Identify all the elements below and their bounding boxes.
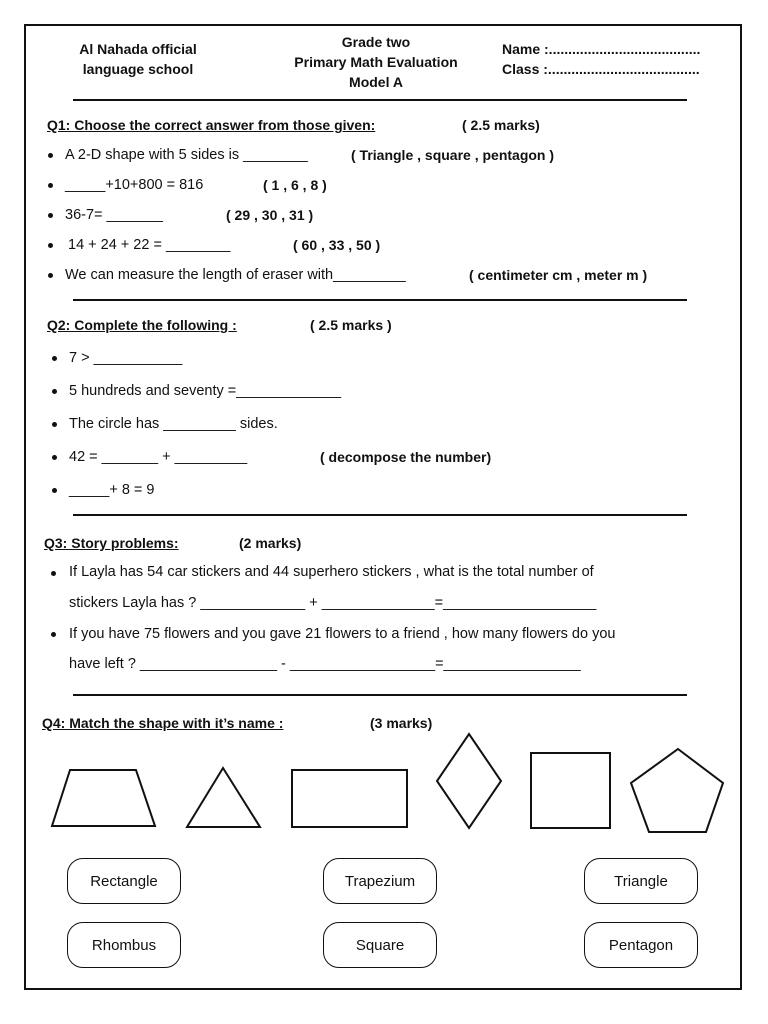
q2-item-4-note: ( decompose the number) [320,449,492,465]
q3-item-2-line2: have left ? _________________ - __________________=_________________ [69,656,581,672]
q2-item-5: _____+ 8 = 9 [69,482,155,498]
q1-item-1-options: ( Triangle , square , pentagon ) [351,147,555,163]
trapezium-shape [52,770,155,826]
model-label: Model A [349,74,403,90]
label-pentagon[interactable]: Pentagon [584,922,698,968]
q1-marks: ( 2.5 marks) [462,117,540,133]
q1-item-5: We can measure the length of eraser with_________ [65,267,406,283]
school-name-line1: Al Nahada official [79,41,197,57]
label-rectangle[interactable]: Rectangle [67,858,181,904]
q3-item-1-line1: If Layla has 54 car stickers and 44 superhero stickers , what is the total number of [69,564,594,580]
q1-title: Q1: Choose the correct answer from those given: [47,117,376,133]
q2-item-2: 5 hundreds and seventy =_____________ [69,383,342,399]
q4-marks: (3 marks) [370,715,433,731]
q2-item-3: The circle has _________ sides. [69,416,278,432]
label-triangle[interactable]: Triangle [584,858,698,904]
q2-title: Q2: Complete the following : [47,317,237,333]
name-field: Name :....................................... [502,41,701,57]
q2-item-4: 42 = _______ + _________ [69,449,248,465]
square-shape [531,753,610,828]
q2-item-1: 7 > ___________ [69,350,183,366]
label-trapezium[interactable]: Trapezium [323,858,437,904]
class-field: Class :....................................... [502,61,700,77]
label-square[interactable]: Square [323,922,437,968]
q3-item-2-line1: If you have 75 flowers and you gave 21 flowers to a friend , how many flowers do you [69,626,616,642]
q1-item-2: _____+10+800 = 816 [65,177,204,193]
q3-marks: (2 marks) [239,535,302,551]
rhombus-shape [437,734,501,828]
q1-item-4: 14 + 24 + 22 = ________ [68,237,231,253]
q2-marks: ( 2.5 marks ) [310,317,392,333]
q3-item-1-line2: stickers Layla has ? _____________ + ______________=___________________ [69,595,597,611]
grade-label: Grade two [341,34,411,50]
q1-item-3: 36-7= _______ [65,207,163,223]
q3-title: Q3: Story problems: [44,535,179,551]
rectangle-shape [292,770,407,827]
q1-item-3-options: ( 29 , 30 , 31 ) [226,207,314,223]
q1-item-2-options: ( 1 , 6 , 8 ) [263,177,327,193]
q1-item-5-options: ( centimeter cm , meter m ) [469,267,648,283]
label-rhombus[interactable]: Rhombus [67,922,181,968]
evaluation-label: Primary Math Evaluation [294,54,458,70]
q1-item-1: A 2-D shape with 5 sides is ________ [65,147,308,163]
triangle-shape [187,768,260,827]
q1-item-4-options: ( 60 , 33 , 50 ) [293,237,381,253]
school-name-line2: language school [82,61,194,77]
q4-title: Q4: Match the shape with it’s name : [42,715,284,731]
pentagon-shape [631,749,723,832]
